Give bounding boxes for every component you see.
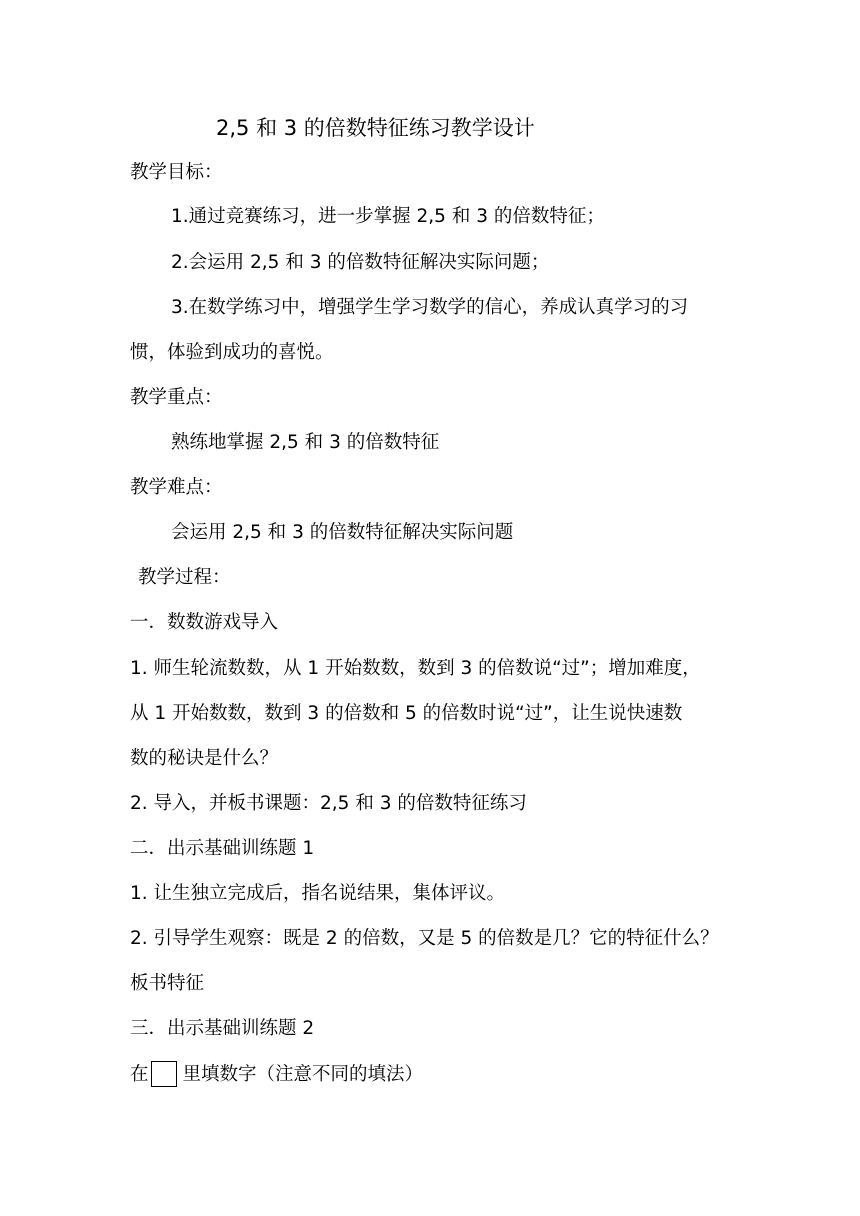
teaching-goal-item: 3.在数学练习中，增强学生学习数学的信心，养成认真学习的习 [171,297,689,318]
fill-suffix: 里填数字（注意不同的填法） [182,1064,424,1085]
paragraph-line: 2. 导入，并板书课题：2,5 和 3 的倍数特征练习 [130,793,527,814]
difficulty-heading: 教学难点： [130,477,223,498]
paragraph-line: 板书特征 [130,973,205,994]
paragraph-line: 2. 引导学生观察：既是 2 的倍数，又是 5 的倍数是几？它的特征什么？ [130,928,719,949]
section-heading: 一．数数游戏导入 [130,612,279,633]
key-point-heading: 教学重点： [130,387,223,408]
answer-box [151,1061,177,1087]
fill-in-instruction [130,1061,740,1088]
paragraph-line: 1. 让生独立完成后，指名说结果，集体评议。 [130,883,506,904]
process-heading: 教学过程： [138,567,231,588]
difficulty-text: 会运用 2,5 和 3 的倍数特征解决实际问题 [171,522,514,543]
paragraph-line: 1. 师生轮流数数，从 1 开始数数，数到 3 的倍数说“过”；增加难度， [130,658,701,679]
teaching-goals-heading: 教学目标： [130,162,223,183]
teaching-goal-item: 1.通过竞赛练习，进一步掌握 2,5 和 3 的倍数特征； [171,206,605,227]
paragraph-line: 从 1 开始数数，数到 3 的倍数和 5 的倍数时说“过”，让生说快速数 [130,703,683,724]
teaching-goal-item-continued: 惯，体验到成功的喜悦。 [130,342,334,363]
document-title: 2,5 和 3 的倍数特征练习教学设计 [216,116,535,140]
paragraph-line: 数的秘诀是什么？ [130,748,279,769]
key-point-text: 熟练地掌握 2,5 和 3 的倍数特征 [171,432,440,453]
teaching-goal-item: 2.会运用 2,5 和 3 的倍数特征解决实际问题； [171,252,550,273]
section-heading: 二．出示基础训练题 1 [130,838,315,859]
fill-prefix: 在 [130,1064,149,1085]
section-heading: 三．出示基础训练题 2 [130,1018,315,1039]
